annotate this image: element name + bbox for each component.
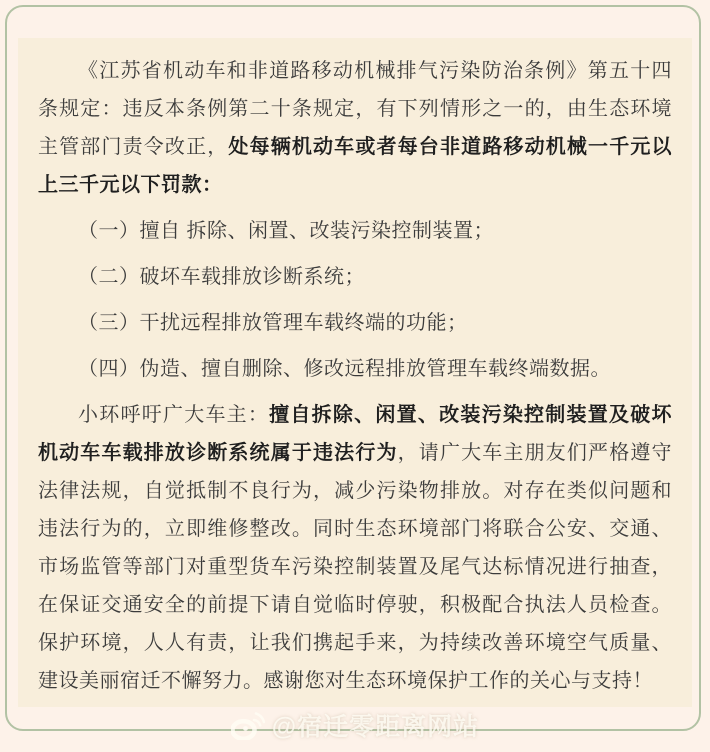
clause-item-2: （二）破坏车载排放诊断系统； (78, 266, 365, 288)
article-body (18, 38, 692, 707)
appeal-lead: 小环呼吁广大车主： (78, 404, 270, 426)
appeal-paragraph (38, 396, 672, 700)
intro-regulation-text: 《江苏省机动车和非道路移动机械排气污染防治条例》第五十四条规定：违反本条例第二十条规定，有下列情形之一的，由生态环境主管部门责令改正， (38, 60, 672, 158)
intro-penalty-bold: 处每辆机动车或者每台非道路移动机械一千元以上三千元以下罚款： (38, 136, 673, 196)
intro-paragraph (38, 52, 672, 204)
appeal-rest: ，请广大车主朋友们严格遵守法律法规，自觉抵制不良行为，减少污染物排放。对存在类似问题和违法行为的，立即维修整改。同时生态环境部门将联合公安、交通、市场监管等部门对重型货车污染控制装置及尾气达标情况进行抽查，在保证交通安全的前提下请自觉临时停驶，积极配合执法人员检查。保护环境，人人有责，让我们携起手来，为持续改善环境空气质量、建设美丽宿迁不懈努力。感谢您对生态环境保护工作的关心与支持！ (38, 442, 673, 692)
appeal-illegal-bold: 擅自拆除、闲置、改装污染控制装置及破坏机动车车载排放诊断系统属于违法行为 (38, 404, 673, 464)
clause-item-4: （四）伪造、擅自删除、修改远程排放管理车载终端数据。 (78, 358, 611, 380)
watermark-handle: @宿迁零距离网站 (271, 713, 480, 741)
clause-item-3: （三）干扰远程排放管理车载终端的功能； (78, 312, 468, 334)
clause-item-1: （一）擅自 拆除、闲置、改装污染控制装置； (78, 220, 495, 242)
